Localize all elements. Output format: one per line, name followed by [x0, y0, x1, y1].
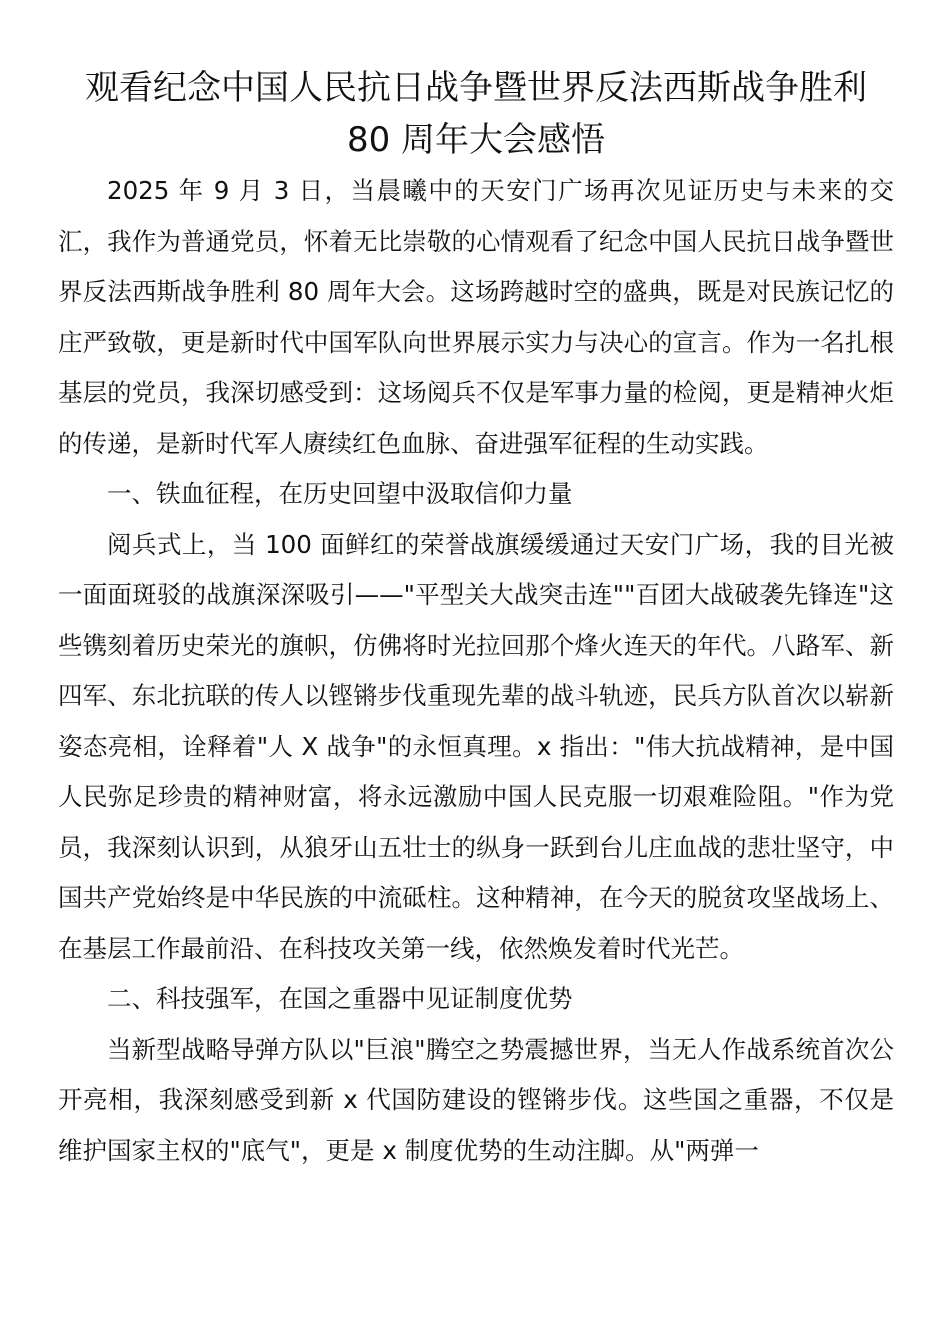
- paragraph-section-2: 当新型战略导弹方队以"巨浪"腾空之势震撼世界，当无人作战系统首次公开亮相，我深刻感受到新 x 代国防建设的铿锵步伐。这些国之重器，不仅是维护国家主权的"底气"，更是 x 制度优势的生动注脚。从"两弹一: [58, 1034, 894, 1165]
- paragraph-intro: 2025 年 9 月 3 日，当晨曦中的天安门广场再次见证历史与未来的交汇，我作为普通党员，怀着无比崇敬的心情观看了纪念中国人民抗日战争暨世界反法西斯战争胜利 80 周年大会。这场跨越时空的盛典，既是对民族记忆的庄严致敬，更是新时代中国军队向世界展示实力与决心的宣言。作为一名扎根基层的党员，我深切感受到：这场阅兵不仅是军事力量的检阅，更是精神火炬的传递，是新时代军人赓续红色血脉、奋进强军征程的生动实践。: [58, 176, 894, 458]
- paragraph-section-1: 阅兵式上，当 100 面鲜红的荣誉战旗缓缓通过天安门广场，我的目光被一面面斑驳的战旗深深吸引——"平型关大战突击连""百团大战破袭先锋连"这些镌刻着历史荣光的旗帜，仿佛将时光拉回那个烽火连天的年代。八路军、新四军、东北抗联的传人以铿锵步伐重现先辈的战斗轨迹，民兵方队首次以崭新姿态亮相，诠释着"人 X 战争"的永恒真理。x 指出："伟大抗战精神，是中国人民弥足珍贵的精神财富，将永远激励中国人民克服一切艰难险阻。"作为党员，我深刻认识到，从狼牙山五壮士的纵身一跃到台儿庄血战的悲壮坚守，中国共产党始终是中华民族的中流砥柱。这种精神，在今天的脱贫攻坚战场上、在基层工作最前沿、在科技攻关第一线，依然焕发着时代光芒。: [58, 529, 894, 963]
- document-page: [58, 62, 894, 1176]
- document-title: [58, 62, 894, 166]
- section-heading-1: 一、铁血征程，在历史回望中汲取信仰力量: [107, 479, 573, 508]
- section-heading-2: 二、科技强军，在国之重器中见证制度优势: [107, 984, 573, 1013]
- title-line-2: 80 周年大会感悟: [346, 120, 606, 160]
- title-line-1: 观看纪念中国人民抗日战争暨世界反法西斯战争胜利: [85, 68, 867, 108]
